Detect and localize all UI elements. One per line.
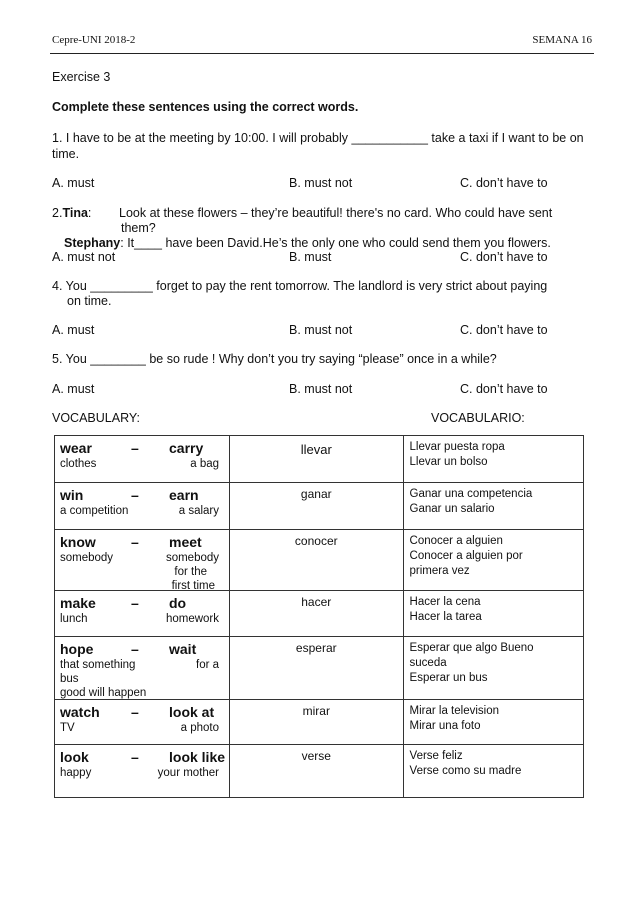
- vocab-verb-1: know: [60, 534, 96, 550]
- vocab-row: [55, 436, 584, 483]
- vocab-spanish-verb: mirar: [302, 704, 330, 718]
- vocab-meaning: Conocer a alguien por: [409, 550, 523, 562]
- vocab-meaning: Hacer la cena: [409, 596, 481, 608]
- q4-text-line1: 4. You _________ forget to pay the rent tomorrow. The landlord is very strict about paying: [52, 279, 548, 293]
- vocab-meaning: Ganar una competencia: [409, 488, 533, 500]
- vocabulario-label: VOCABULARIO:: [431, 411, 525, 425]
- vocab-meaning: suceda: [409, 657, 447, 669]
- vocabulary-table: [54, 435, 584, 798]
- vocab-row: [55, 637, 584, 700]
- header-divider: [50, 53, 594, 54]
- q5-option-b: B. must not: [289, 382, 353, 396]
- vocab-verb-1: win: [60, 487, 84, 503]
- vocab-meaning-cell: [403, 700, 583, 745]
- vocab-collocation-1: lunch: [60, 613, 88, 625]
- vocab-verb-2: look like: [169, 749, 226, 765]
- vocab-collocation-1: a competition: [60, 505, 129, 517]
- vocab-meaning: primera vez: [409, 565, 470, 577]
- vocab-english-cell: [55, 637, 230, 700]
- q1-text-line1: 1. I have to be at the meeting by 10:00. I will probably ___________ take a taxi if I want to be on: [52, 131, 584, 145]
- vocab-collocation-2: your mother: [157, 767, 220, 779]
- vocab-collocation-1: somebody: [60, 552, 114, 564]
- vocab-dash: –: [131, 704, 139, 720]
- vocab-meaning-cell: [403, 637, 583, 700]
- vocab-meaning: Esperar un bus: [409, 672, 488, 684]
- vocab-spanish-verb: ganar: [300, 487, 332, 501]
- vocab-collocation-2: a salary: [178, 505, 220, 517]
- vocab-spanish-verb: llevar: [300, 442, 332, 457]
- vocab-dash: –: [131, 440, 139, 456]
- q2-line3: [64, 236, 551, 250]
- q4-option-c: C. don’t have to: [460, 323, 548, 337]
- vocab-english-cell: [55, 530, 230, 591]
- vocab-meaning: Hacer la tarea: [409, 611, 482, 623]
- vocab-spanish-verb: hacer: [301, 595, 332, 609]
- vocab-dash: –: [131, 749, 139, 765]
- vocab-meaning: Llevar puesta ropa: [409, 441, 505, 453]
- instruction: Complete these sentences using the correct words.: [52, 100, 359, 114]
- vocab-english-cell: [55, 591, 230, 637]
- vocab-dash: –: [131, 641, 139, 657]
- vocab-spanish-verb: esperar: [295, 641, 337, 655]
- vocab-spanish-verb: conocer: [294, 534, 338, 548]
- q4-text-line2: on time.: [67, 294, 112, 308]
- vocab-collocation-2: a bag: [190, 458, 220, 470]
- vocab-meaning-cell: [403, 436, 583, 483]
- q2-stephany-text: : It____ have been David.He’s the only one who could send them you flowers.: [120, 236, 551, 250]
- q4-option-b: B. must not: [289, 323, 353, 337]
- vocab-collocation-1-cont: bus: [60, 673, 79, 685]
- vocab-verb-1: watch: [60, 704, 100, 720]
- vocab-meaning: Conocer a alguien: [409, 535, 503, 547]
- q1-text-line2: time.: [52, 147, 80, 161]
- vocab-meaning-cell: [403, 745, 583, 798]
- vocab-collocation-1-cont: good will happen: [60, 687, 147, 699]
- q2-option-a: A. must not: [52, 250, 116, 264]
- vocab-spanish-verb-cell: [230, 700, 404, 745]
- vocab-collocation-1: TV: [60, 722, 75, 734]
- q5-option-a: A. must: [52, 382, 95, 396]
- q2-tina-text: Look at these flowers – they’re beautiful! there's no card. Who could have sent: [119, 206, 553, 220]
- vocab-meaning: Mirar la television: [409, 705, 500, 717]
- header-week: SEMANA 16: [532, 34, 592, 46]
- vocab-verb-2: meet: [169, 534, 202, 550]
- vocab-collocation-2: for a: [196, 659, 220, 671]
- vocab-collocation-1: clothes: [60, 458, 97, 470]
- vocab-english-cell: [55, 745, 230, 798]
- vocab-spanish-verb: verse: [301, 749, 331, 763]
- vocab-row: [55, 745, 584, 798]
- vocab-collocation-1: happy: [60, 767, 92, 779]
- vocab-collocation-2: a photo: [180, 722, 220, 734]
- vocab-spanish-verb-cell: [230, 637, 404, 700]
- vocab-meaning-cell: [403, 530, 583, 591]
- vocab-dash: –: [131, 595, 139, 611]
- header-course: Cepre-UNI 2018-2: [52, 34, 136, 46]
- vocab-collocation-2: homework: [165, 613, 220, 625]
- q2-option-c: C. don’t have to: [460, 250, 548, 264]
- vocab-spanish-verb-cell: [230, 745, 404, 798]
- vocab-spanish-verb-cell: [230, 591, 404, 637]
- vocab-spanish-verb-cell: [230, 436, 404, 483]
- vocab-verb-2: do: [169, 595, 187, 611]
- vocab-meaning: Mirar una foto: [409, 720, 481, 732]
- vocab-row: [55, 530, 584, 591]
- q5-option-c: C. don’t have to: [460, 382, 548, 396]
- vocab-collocation-2: somebody: [165, 552, 220, 564]
- q2-option-b: B. must: [289, 250, 332, 264]
- vocab-spanish-verb-cell: [230, 530, 404, 591]
- vocab-verb-2: earn: [169, 487, 199, 503]
- q1-option-b: B. must not: [289, 176, 353, 190]
- vocab-row: [55, 591, 584, 637]
- vocab-verb-2: carry: [169, 440, 204, 456]
- vocab-verb-1: wear: [60, 440, 92, 456]
- q1-option-c: C. don’t have to: [460, 176, 548, 190]
- vocab-meaning: Verse como su madre: [409, 765, 522, 777]
- vocab-meaning-cell: [403, 591, 583, 637]
- vocab-meaning: Esperar que algo Bueno: [409, 642, 534, 654]
- vocab-spanish-verb-cell: [230, 483, 404, 530]
- vocab-verb-1: hope: [60, 641, 94, 657]
- vocab-row: [55, 483, 584, 530]
- vocab-dash: –: [131, 487, 139, 503]
- q2-colon: :: [87, 206, 92, 220]
- vocab-meaning: Verse feliz: [409, 750, 463, 762]
- vocab-verb-2: look at: [169, 704, 215, 720]
- q5-text: 5. You ________ be so rude ! Why don’t you try saying “please” once in a while?: [52, 352, 497, 366]
- q2-speaker-stephany: Stephany: [64, 236, 121, 250]
- vocab-row: [55, 700, 584, 745]
- q1-option-a: A. must: [52, 176, 95, 190]
- vocab-meaning-cell: [403, 483, 583, 530]
- q2-line1: [52, 206, 91, 220]
- vocab-english-cell: [55, 700, 230, 745]
- vocab-english-cell: [55, 483, 230, 530]
- q4-option-a: A. must: [52, 323, 95, 337]
- vocab-meaning: Llevar un bolso: [409, 456, 488, 468]
- vocab-english-cell: [55, 436, 230, 483]
- vocab-meaning: Ganar un salario: [409, 503, 495, 515]
- vocab-collocation-2-cont: first time: [171, 580, 216, 592]
- vocab-collocation-1: that something: [60, 659, 136, 671]
- vocab-dash: –: [131, 534, 139, 550]
- vocabulary-label: VOCABULARY:: [52, 411, 141, 425]
- vocab-verb-2: wait: [169, 641, 197, 657]
- vocab-collocation-2-cont: for the: [174, 566, 208, 578]
- q2-tina-text-cont: them?: [121, 221, 156, 235]
- vocab-verb-1: make: [60, 595, 96, 611]
- exercise-title: Exercise 3: [52, 70, 111, 84]
- q2-speaker-tina: Tina: [62, 206, 88, 220]
- vocab-verb-1: look: [60, 749, 89, 765]
- q2-number: 2.: [52, 206, 63, 220]
